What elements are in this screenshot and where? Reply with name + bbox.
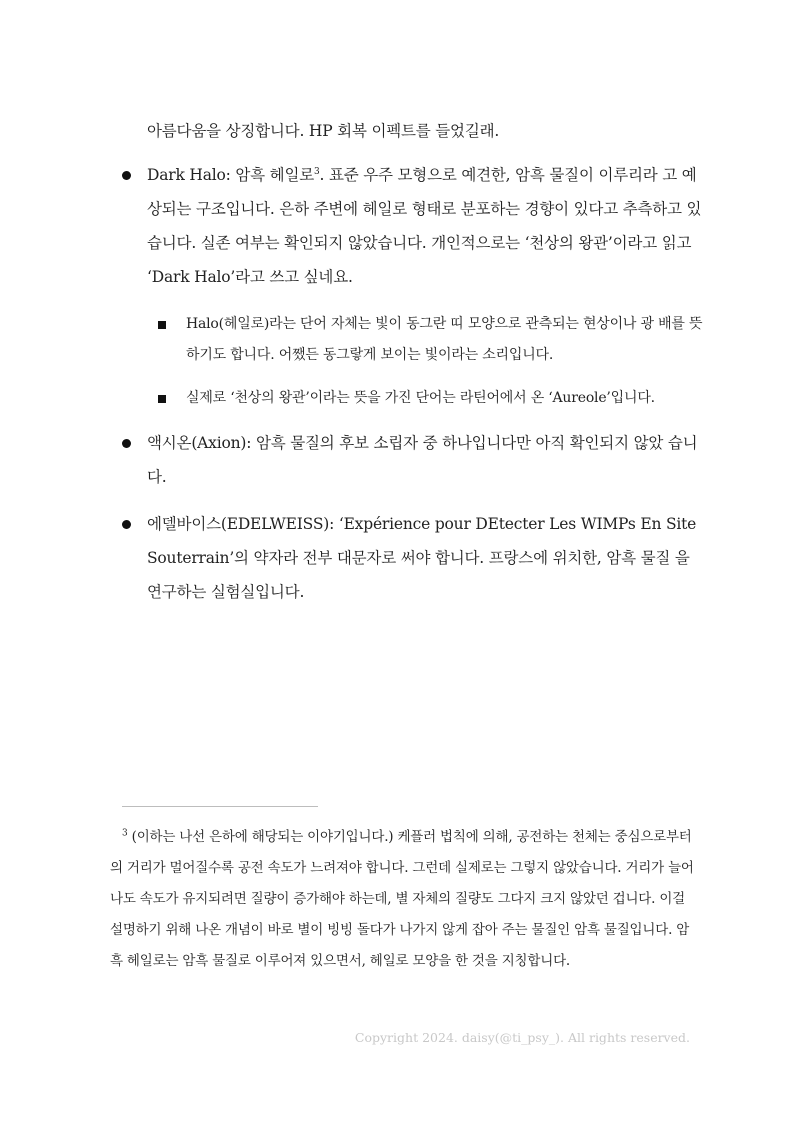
bullet-item-axion — [147, 426, 707, 494]
bullet-item-edelweiss — [147, 507, 707, 609]
square-bullet-icon — [158, 395, 166, 403]
sub-bullet-item-halo — [186, 309, 706, 371]
bullet-text: 액시온(Axion): 암흑 물질의 후보 소립자 중 하나입니다만 아직 확인되지 않았 습니다. — [147, 434, 698, 486]
footnote-divider — [122, 806, 318, 807]
continuation-text: 아름다움을 상징합니다. HP 회복 이펙트를 들었길래. — [147, 122, 500, 140]
bullet-dot-icon — [122, 439, 131, 448]
sub-bullet-text: Halo(헤일로)라는 단어 자체는 빛이 동그란 띠 모양으로 관측되는 현상이나 광 배를 뜻하기도 합니다. 어쨌든 동그랗게 보이는 빛이라는 소리입니다. — [186, 316, 703, 363]
bullet-item-dark-halo — [147, 158, 707, 294]
bullet-dot-icon — [122, 171, 131, 180]
bullet-text-continued: . 표준 우주 모형으로 예견한, 암흑 물질이 이루리라 고 예상되는 구조입니다. 은하 주변에 헤일로 형태로 분포하는 경향이 있다고 추측하고 있습니다. 실존 여부는 확인되지 않았습니다. 개인적으로는 ‘천상의 왕관’이라고 읽고 ‘Dark Halo’라고 쓰고 싶네요. — [147, 166, 702, 286]
bullet-text: 에델바이스(EDELWEISS): ‘Expérience pour DEtecter Les WIMPs En Site Souterrain’의 약자라 전부 대문자로 써야 합니다. 프랑스에 위치한, 암흑 물질 을 연구하는 실험실입니다. — [147, 515, 697, 601]
sub-bullet-item-aureole — [186, 383, 706, 414]
bullet-dot-icon — [122, 520, 131, 529]
footnote-mark: 3 — [122, 828, 128, 839]
bullet-text: Dark Halo: 암흑 헤일로 — [147, 166, 314, 184]
footnote-reference[interactable]: 3 — [314, 166, 320, 177]
square-bullet-icon — [158, 321, 166, 329]
copyright-notice: Copyright 2024. daisy(@ti_psy_). All rights reserved. — [354, 1030, 690, 1045]
sub-bullet-text: 실제로 ‘천상의 왕관’이라는 뜻을 가진 단어는 라틴어에서 온 ‘Aureole’입니다. — [186, 390, 655, 406]
footnote — [110, 822, 698, 977]
footnote-text: (이하는 나선 은하에 해당되는 이야기입니다.) 케플러 법칙에 의해, 공전하는 천체는 중심으로부터의 거리가 멀어질수록 공전 속도가 느려져야 합니다. 그런데 실제로는 그렇지 않았습니다. 거리가 늘어나도 속도가 유지되려면 질량이 증가해야 하는데, 별 자체의 질량도 그다지 크지 않았던 겁니다. 이걸 설명하기 위해 나온 개념이 바로 별이 빙빙 돌다가 나가지 않게 잡아 주는 물질인 암흑 물질입니다. 암흑 헤일로는 암흑 물질로 이루어져 있으면서, 헤일로 모양을 한 것을 지칭합니다. — [110, 829, 694, 969]
